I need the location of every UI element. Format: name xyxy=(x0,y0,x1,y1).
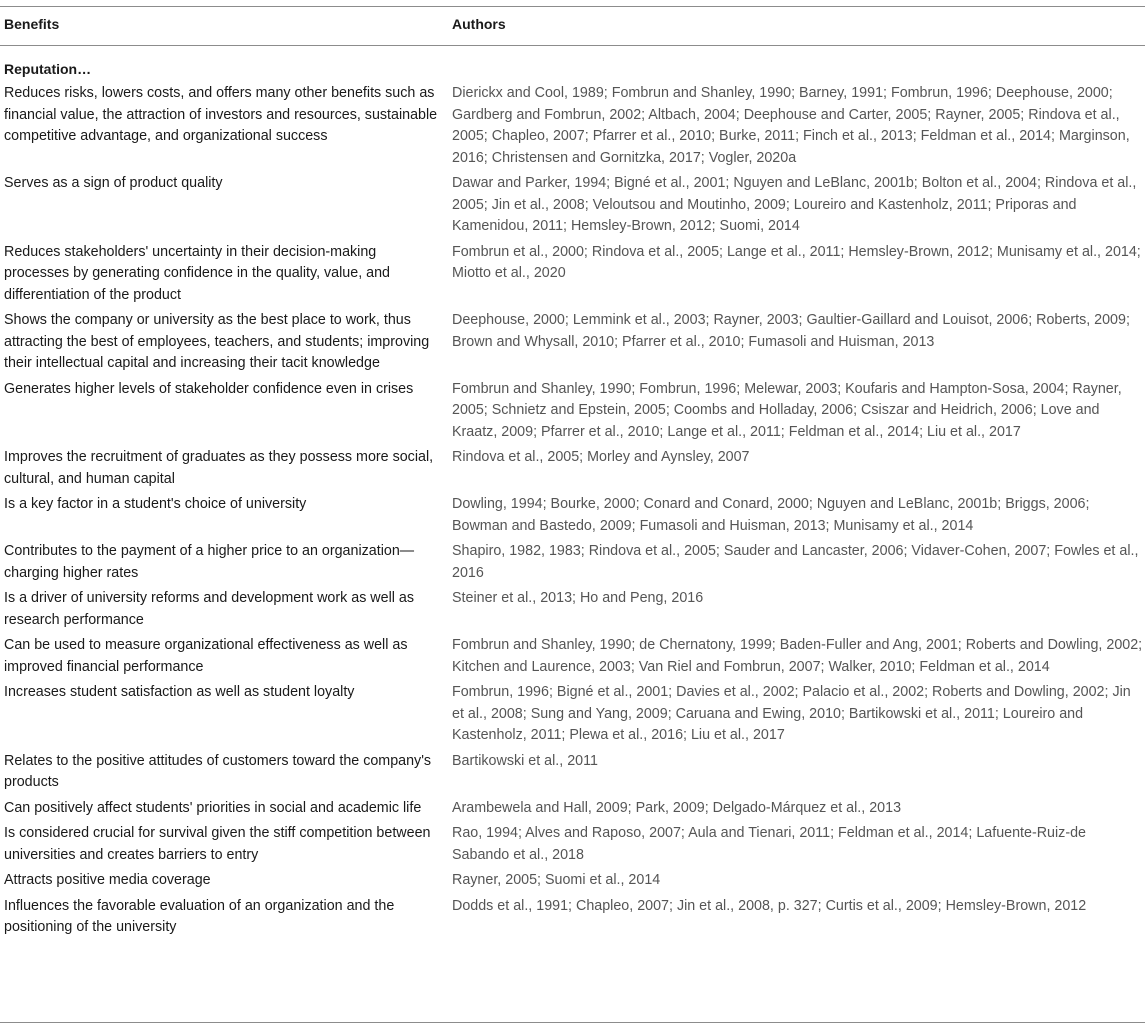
table-row xyxy=(0,588,1145,635)
benefit-cell: Influences the favorable evaluation of an organization and the positioning of the university xyxy=(4,897,395,935)
authors-cell: Rayner, 2005; Suomi et al., 2014 xyxy=(452,872,661,888)
table-row xyxy=(0,751,1145,798)
header-rule xyxy=(0,45,1145,46)
table-row xyxy=(0,447,1145,494)
authors-cell: Deephouse, 2000; Lemmink et al., 2003; Rayner, 2003; Gaultier-Gaillard and Louisot, 2006; Roberts, 2009; Brown and Whysall, 2010; Pfarrer et al., 2010; Fumasoli and Huisman, 2013 xyxy=(452,312,1130,350)
table-row xyxy=(0,870,1145,896)
benefit-cell: Contributes to the payment of a higher price to an organization—charging higher rates xyxy=(4,543,415,581)
table-row xyxy=(0,494,1145,541)
table-top-rule xyxy=(0,6,1145,7)
authors-cell: Bartikowski et al., 2011 xyxy=(452,752,598,769)
table-body xyxy=(0,83,1145,943)
authors-cell: Dodds et al., 1991; Chapleo, 2007; Jin et al., 2008, p. 327; Curtis et al., 2009; Hemsley-Brown, 2012 xyxy=(452,897,1087,914)
table-row xyxy=(0,379,1145,448)
authors-cell: Fombrun, 1996; Bigné et al., 2001; Davies et al., 2002; Palacio et al., 2002; Roberts and Dowling, 2002; Jin et al., 2008; Sung and Yang, 2009; Caruana and Ewing, 2010; Bartikowski et al., 2011; Loureiro and Kastenholz, 2011; Plewa et al., 2016; Liu et al., 2017 xyxy=(452,684,1131,743)
benefit-cell: Improves the recruitment of graduates as they possess more social, cultural, and human capital xyxy=(4,449,434,487)
authors-cell: Rao, 1994; Alves and Raposo, 2007; Aula and Tienari, 2011; Feldman et al., 2014; Lafuente-Ruiz-de Sabando et al., 2018 xyxy=(452,825,1086,863)
table-row xyxy=(0,541,1145,588)
authors-cell: Steiner et al., 2013; Ho and Peng, 2016 xyxy=(452,590,704,606)
table-row xyxy=(0,798,1145,824)
benefit-cell: Can be used to measure organizational effectiveness as well as improved financial performance xyxy=(4,637,408,675)
benefit-cell: Increases student satisfaction as well as student loyalty xyxy=(4,684,355,700)
benefit-cell: Is considered crucial for survival given the stiff competition between universities and creates barriers to entry xyxy=(4,825,431,863)
authors-cell: Arambewela and Hall, 2009; Park, 2009; Delgado-Márquez et al., 2013 xyxy=(452,799,902,816)
table-row xyxy=(0,682,1145,751)
benefit-cell: Relates to the positive attitudes of customers toward the company's products xyxy=(4,752,432,790)
authors-cell: Shapiro, 1982, 1983; Rindova et al., 2005; Sauder and Lancaster, 2006; Vidaver-Cohen, 2007; Fowles et al., 2016 xyxy=(452,543,1139,581)
authors-cell: Dierickx and Cool, 1989; Fombrun and Shanley, 1990; Barney, 1991; Fombrun, 1996; Deephouse, 2000; Gardberg and Fombrun, 2002; Altbach, 2004; Deephouse and Carter, 2005; Rayner, 2005; Rindova et al., 2005; Chapleo, 2007; Pfarrer et al., 2010; Burke, 2011; Finch et al., 2013; Feldman et al., 2014; Marginson, 2016; Christensen and Gornitzka, 2017; Vogler, 2020a xyxy=(452,85,1130,166)
authors-cell: Fombrun and Shanley, 1990; de Chernatony, 1999; Baden-Fuller and Ang, 2001; Roberts and Dowling, 2002; Kitchen and Laurence, 2003; Van Riel and Fombrun, 2007; Walker, 2010; Feldman et al., 2014 xyxy=(452,637,1143,675)
benefit-cell: Reduces risks, lowers costs, and offers many other benefits such as financial value, the attraction of investors and resources, sustainable competitive advantage, and organizational success xyxy=(4,85,438,144)
benefit-cell: Can positively affect students' priorities in social and academic life xyxy=(4,799,422,816)
benefit-cell: Is a driver of university reforms and development work as well as research performance xyxy=(4,590,415,628)
benefit-cell: Generates higher levels of stakeholder confidence even in crises xyxy=(4,380,414,397)
table-row xyxy=(0,823,1145,870)
column-header-benefits: Benefits xyxy=(4,16,60,32)
table-row xyxy=(0,242,1145,311)
table-row xyxy=(0,310,1145,379)
table-row xyxy=(0,896,1145,943)
section-label: Reputation… xyxy=(4,61,92,77)
benefit-cell: Serves as a sign of product quality xyxy=(4,175,223,191)
benefit-cell: Is a key factor in a student's choice of university xyxy=(4,496,307,512)
authors-cell: Dowling, 1994; Bourke, 2000; Conard and Conard, 2000; Nguyen and LeBlanc, 2001b; Briggs, 2006; Bowman and Bastedo, 2009; Fumasoli and Huisman, 2013; Munisamy et al., 2014 xyxy=(452,496,1090,534)
authors-cell: Fombrun and Shanley, 1990; Fombrun, 1996; Melewar, 2003; Koufaris and Hampton-Sosa, 2004; Rayner, 2005; Schnietz and Epstein, 2005; Coombs and Holladay, 2006; Csiszar and Heidrich, 2006; Love and Kraatz, 2009; Pfarrer et al., 2010; Lange et al., 2011; Feldman et al., 2014; Liu et al., 2017 xyxy=(452,380,1122,440)
authors-cell: Dawar and Parker, 1994; Bigné et al., 2001; Nguyen and LeBlanc, 2001b; Bolton et al., 2004; Rindova et al., 2005; Jin et al., 2008; Veloutsou and Moutinho, 2009; Loureiro and Kastenholz, 2011; Priporas and Kamenidou, 2011; Hemsley-Brown, 2012; Suomi, 2014 xyxy=(452,175,1137,234)
table-bottom-rule xyxy=(0,1022,1145,1023)
benefit-cell: Shows the company or university as the best place to work, thus attracting the best of employees, teachers, and students; improving their intellectual capital and increasing their tacit knowledge xyxy=(4,312,430,371)
table-row xyxy=(0,83,1145,173)
column-header-authors: Authors xyxy=(452,16,506,32)
table-row xyxy=(0,173,1145,242)
table-row xyxy=(0,635,1145,682)
authors-cell: Rindova et al., 2005; Morley and Aynsley, 2007 xyxy=(452,449,750,465)
benefit-cell: Reduces stakeholders' uncertainty in their decision-making processes by generating confidence in the quality, value, and differentiation of the product xyxy=(4,243,391,303)
benefit-cell: Attracts positive media coverage xyxy=(4,872,211,888)
authors-cell: Fombrun et al., 2000; Rindova et al., 2005; Lange et al., 2011; Hemsley-Brown, 2012; Munisamy et al., 2014; Miotto et al., 2020 xyxy=(452,243,1141,281)
